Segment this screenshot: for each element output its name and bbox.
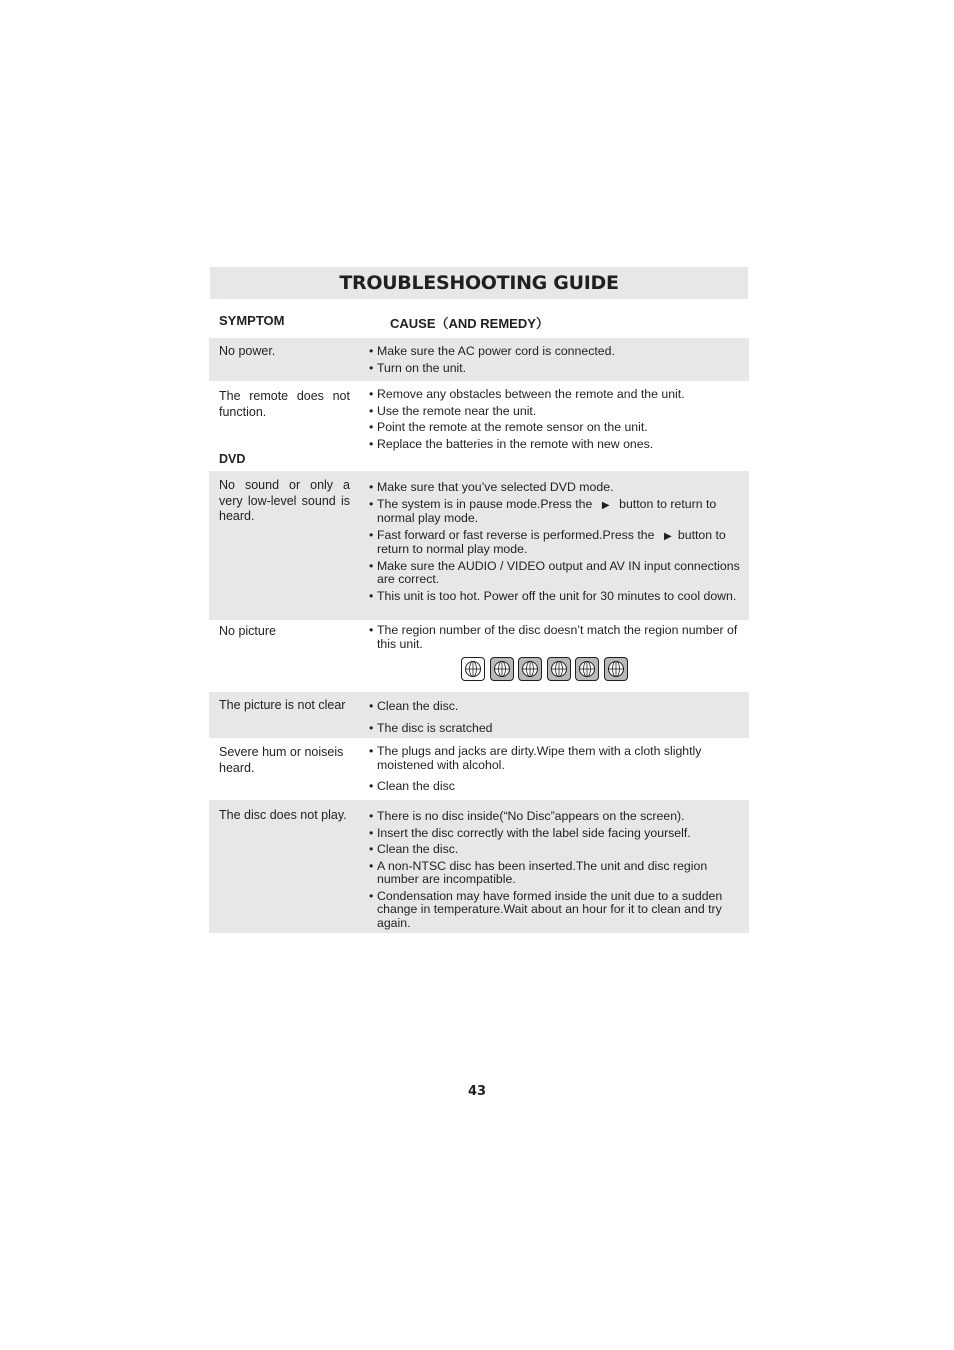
cause-item [369, 498, 741, 526]
symptom-text: The remote does not function. [219, 389, 350, 419]
symptom-text: No sound or only a very low-level sound is heard. [219, 478, 350, 523]
cause-list [369, 345, 741, 378]
cause-item: • The region number of the disc doesn’t match the region number of this unit. [369, 624, 741, 651]
symptom-text: The disc does not play. [219, 808, 347, 822]
table-row [209, 381, 749, 471]
globe-region-icon [518, 657, 542, 681]
title-bar [210, 267, 748, 299]
cause-item: • Use the remote near the unit. [369, 405, 741, 419]
cause-item [369, 529, 741, 557]
cause-item: • Make sure the AUDIO / VIDEO output and AV IN input connections are correct. [369, 560, 741, 587]
cause-text: The system is in pause mode.Press the [377, 496, 593, 511]
cause-item: • Condensation may have formed inside the unit due to a sudden change in temperature.Wait about an hour for it to clean and try again. [369, 890, 741, 931]
cause-item: • Clean the disc [369, 780, 741, 794]
table-row [209, 800, 749, 933]
symptom-text: Severe hum or noiseis heard. [219, 745, 344, 775]
region-icons [461, 657, 628, 681]
cause-item: • Clean the disc. [369, 843, 741, 857]
cause-header: CAUSE（AND REMEDY） [390, 316, 549, 331]
cause-item: • Remove any obstacles between the remote and the unit. [369, 388, 741, 402]
cause-item: • Replace the batteries in the remote with new ones. [369, 438, 741, 452]
globe-region-icon [575, 657, 599, 681]
cause-list [369, 388, 741, 454]
section-label-dvd: DVD [219, 452, 246, 466]
table-row [209, 692, 749, 738]
cause-item: • Make sure that you’ve selected DVD mode. [369, 481, 741, 495]
play-icon: ▶ [601, 499, 610, 511]
table-row [209, 338, 749, 381]
cause-item: • Insert the disc correctly with the label side facing yourself. [369, 827, 741, 841]
globe-region-icon [490, 657, 514, 681]
page-number: 43 [467, 1084, 487, 1099]
cause-text: button to return to normal play mode. [377, 527, 726, 556]
cause-item: • A non-NTSC disc has been inserted.The unit and disc region number are incompatible. [369, 860, 741, 887]
cause-item: • Point the remote at the remote sensor on the unit. [369, 421, 741, 435]
cause-list [369, 745, 741, 797]
cause-text: Fast forward or fast reverse is performed.Press the [377, 527, 655, 542]
cause-item: • Turn on the unit. [369, 362, 741, 376]
cause-list [369, 481, 741, 606]
cause-item: • This unit is too hot. Power off the unit for 30 minutes to cool down. [369, 590, 741, 604]
globe-region-icon [547, 657, 571, 681]
cause-item: • The disc is scratched [369, 722, 741, 736]
page-title: TROUBLESHOOTING GUIDE [339, 272, 619, 294]
globe-region-icon [604, 657, 628, 681]
cause-item: • Clean the disc. [369, 700, 741, 714]
symptom-header: SYMPTOM [219, 313, 285, 328]
symptom-text: The picture is not clear [219, 698, 346, 712]
cause-list [369, 700, 741, 738]
globe-region-icon [461, 657, 485, 681]
cause-item: • Make sure the AC power cord is connected. [369, 345, 741, 359]
table-row [209, 738, 749, 800]
symptom-text: No power. [219, 344, 276, 358]
table-row [209, 620, 749, 692]
cause-item: • The plugs and jacks are dirty.Wipe them with a cloth slightly moistened with alcohol. [369, 745, 741, 772]
symptom-text: No picture [219, 624, 276, 638]
cause-text: button to return to normal play mode. [377, 496, 717, 525]
table-row [209, 471, 749, 620]
cause-list [369, 624, 741, 654]
play-icon: ▶ [664, 530, 672, 542]
cause-item: • There is no disc inside(“No Disc”appears on the screen). [369, 810, 741, 824]
cause-list [369, 810, 741, 933]
